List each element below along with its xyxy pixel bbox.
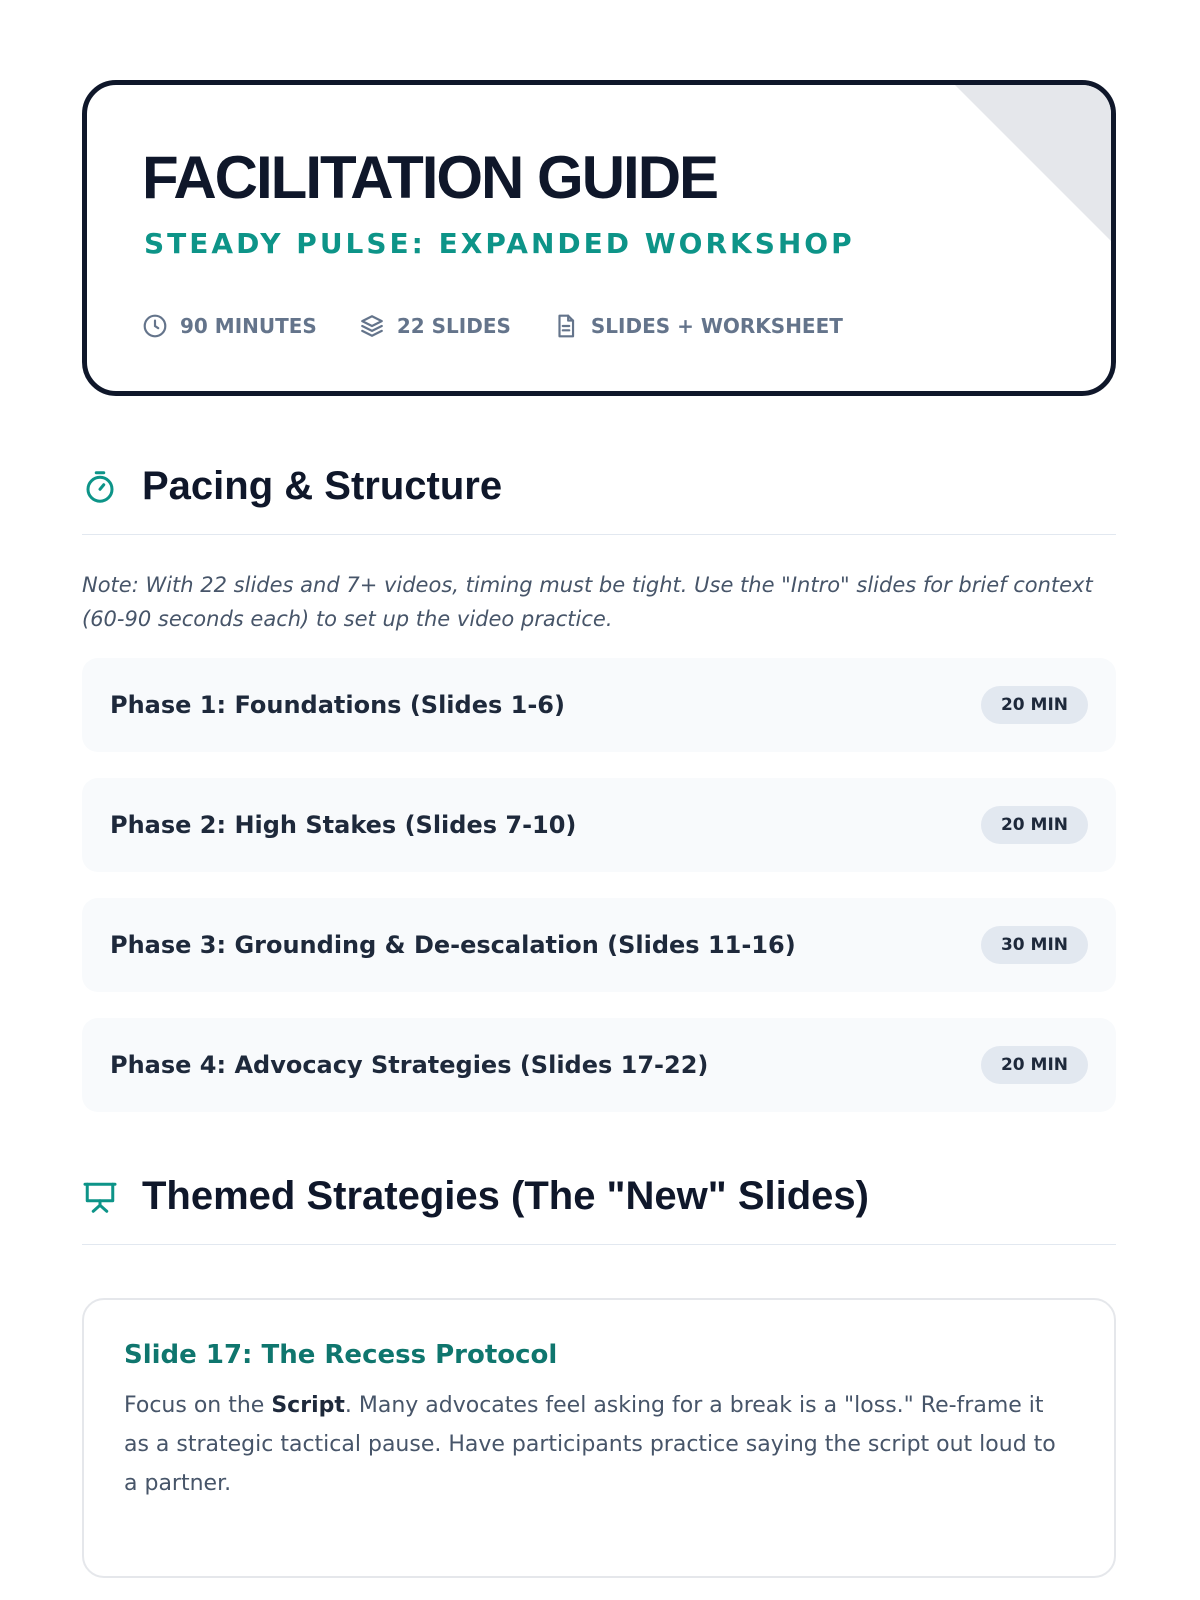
strategy-body-prefix: Focus on the — [124, 1393, 272, 1418]
phase-name: Phase 4: Advocacy Strategies (Slides 17-22) — [110, 1051, 709, 1079]
meta-materials — [553, 313, 843, 339]
phase-row — [82, 658, 1116, 752]
pacing-section-header — [82, 464, 502, 509]
strategy-body-suffix: . Many advocates feel asking for a break is a "loss." Re-frame it as a strategic tactical pause. Have participants practice saying the script out loud to a partner. — [124, 1393, 1056, 1496]
pacing-note: Note: With 22 slides and 7+ videos, timing must be tight. Use the "Intro" slides for brief context (60-90 seconds each) to set up the video practice. — [82, 573, 1093, 631]
strategies-section-title: Themed Strategies (The "New" Slides) — [142, 1174, 869, 1218]
phase-duration-badge: 20 MIN — [981, 1046, 1088, 1084]
presentation-icon — [82, 1179, 118, 1215]
strategy-card — [82, 1298, 1116, 1578]
meta-slides — [359, 313, 511, 339]
clock-icon — [142, 313, 168, 339]
phase-duration-badge: 20 MIN — [981, 686, 1088, 724]
phase-duration-badge: 30 MIN — [981, 926, 1088, 964]
phase-row — [82, 778, 1116, 872]
stopwatch-icon — [82, 469, 118, 505]
pacing-section-title: Pacing & Structure — [142, 464, 503, 508]
phase-name: Phase 1: Foundations (Slides 1-6) — [110, 691, 565, 719]
meta-duration-label: 90 MINUTES — [180, 314, 317, 338]
strategy-card-body — [124, 1386, 1074, 1503]
meta-duration — [142, 313, 317, 339]
header-card — [82, 80, 1116, 396]
page-title: FACILITATION GUIDE — [142, 144, 718, 211]
phase-row — [82, 1018, 1116, 1112]
strategy-card-title: Slide 17: The Recess Protocol — [124, 1340, 558, 1370]
meta-row — [142, 313, 885, 339]
document-icon — [553, 313, 579, 339]
phase-row — [82, 898, 1116, 992]
strategies-divider — [82, 1244, 1116, 1245]
strategies-section-header — [82, 1174, 869, 1219]
corner-fold-decoration — [955, 85, 1111, 241]
page-subtitle: STEADY PULSE: EXPANDED WORKSHOP — [144, 227, 855, 260]
phase-name: Phase 2: High Stakes (Slides 7-10) — [110, 811, 577, 839]
meta-materials-label: SLIDES + WORKSHEET — [590, 314, 843, 338]
strategy-body-emphasis: Script — [271, 1393, 345, 1418]
pacing-divider — [82, 534, 1116, 535]
layers-icon — [359, 313, 385, 339]
phase-name: Phase 3: Grounding & De-escalation (Slides 11-16) — [110, 931, 796, 959]
meta-slides-label: 22 SLIDES — [396, 314, 511, 338]
phase-duration-badge: 20 MIN — [981, 806, 1088, 844]
